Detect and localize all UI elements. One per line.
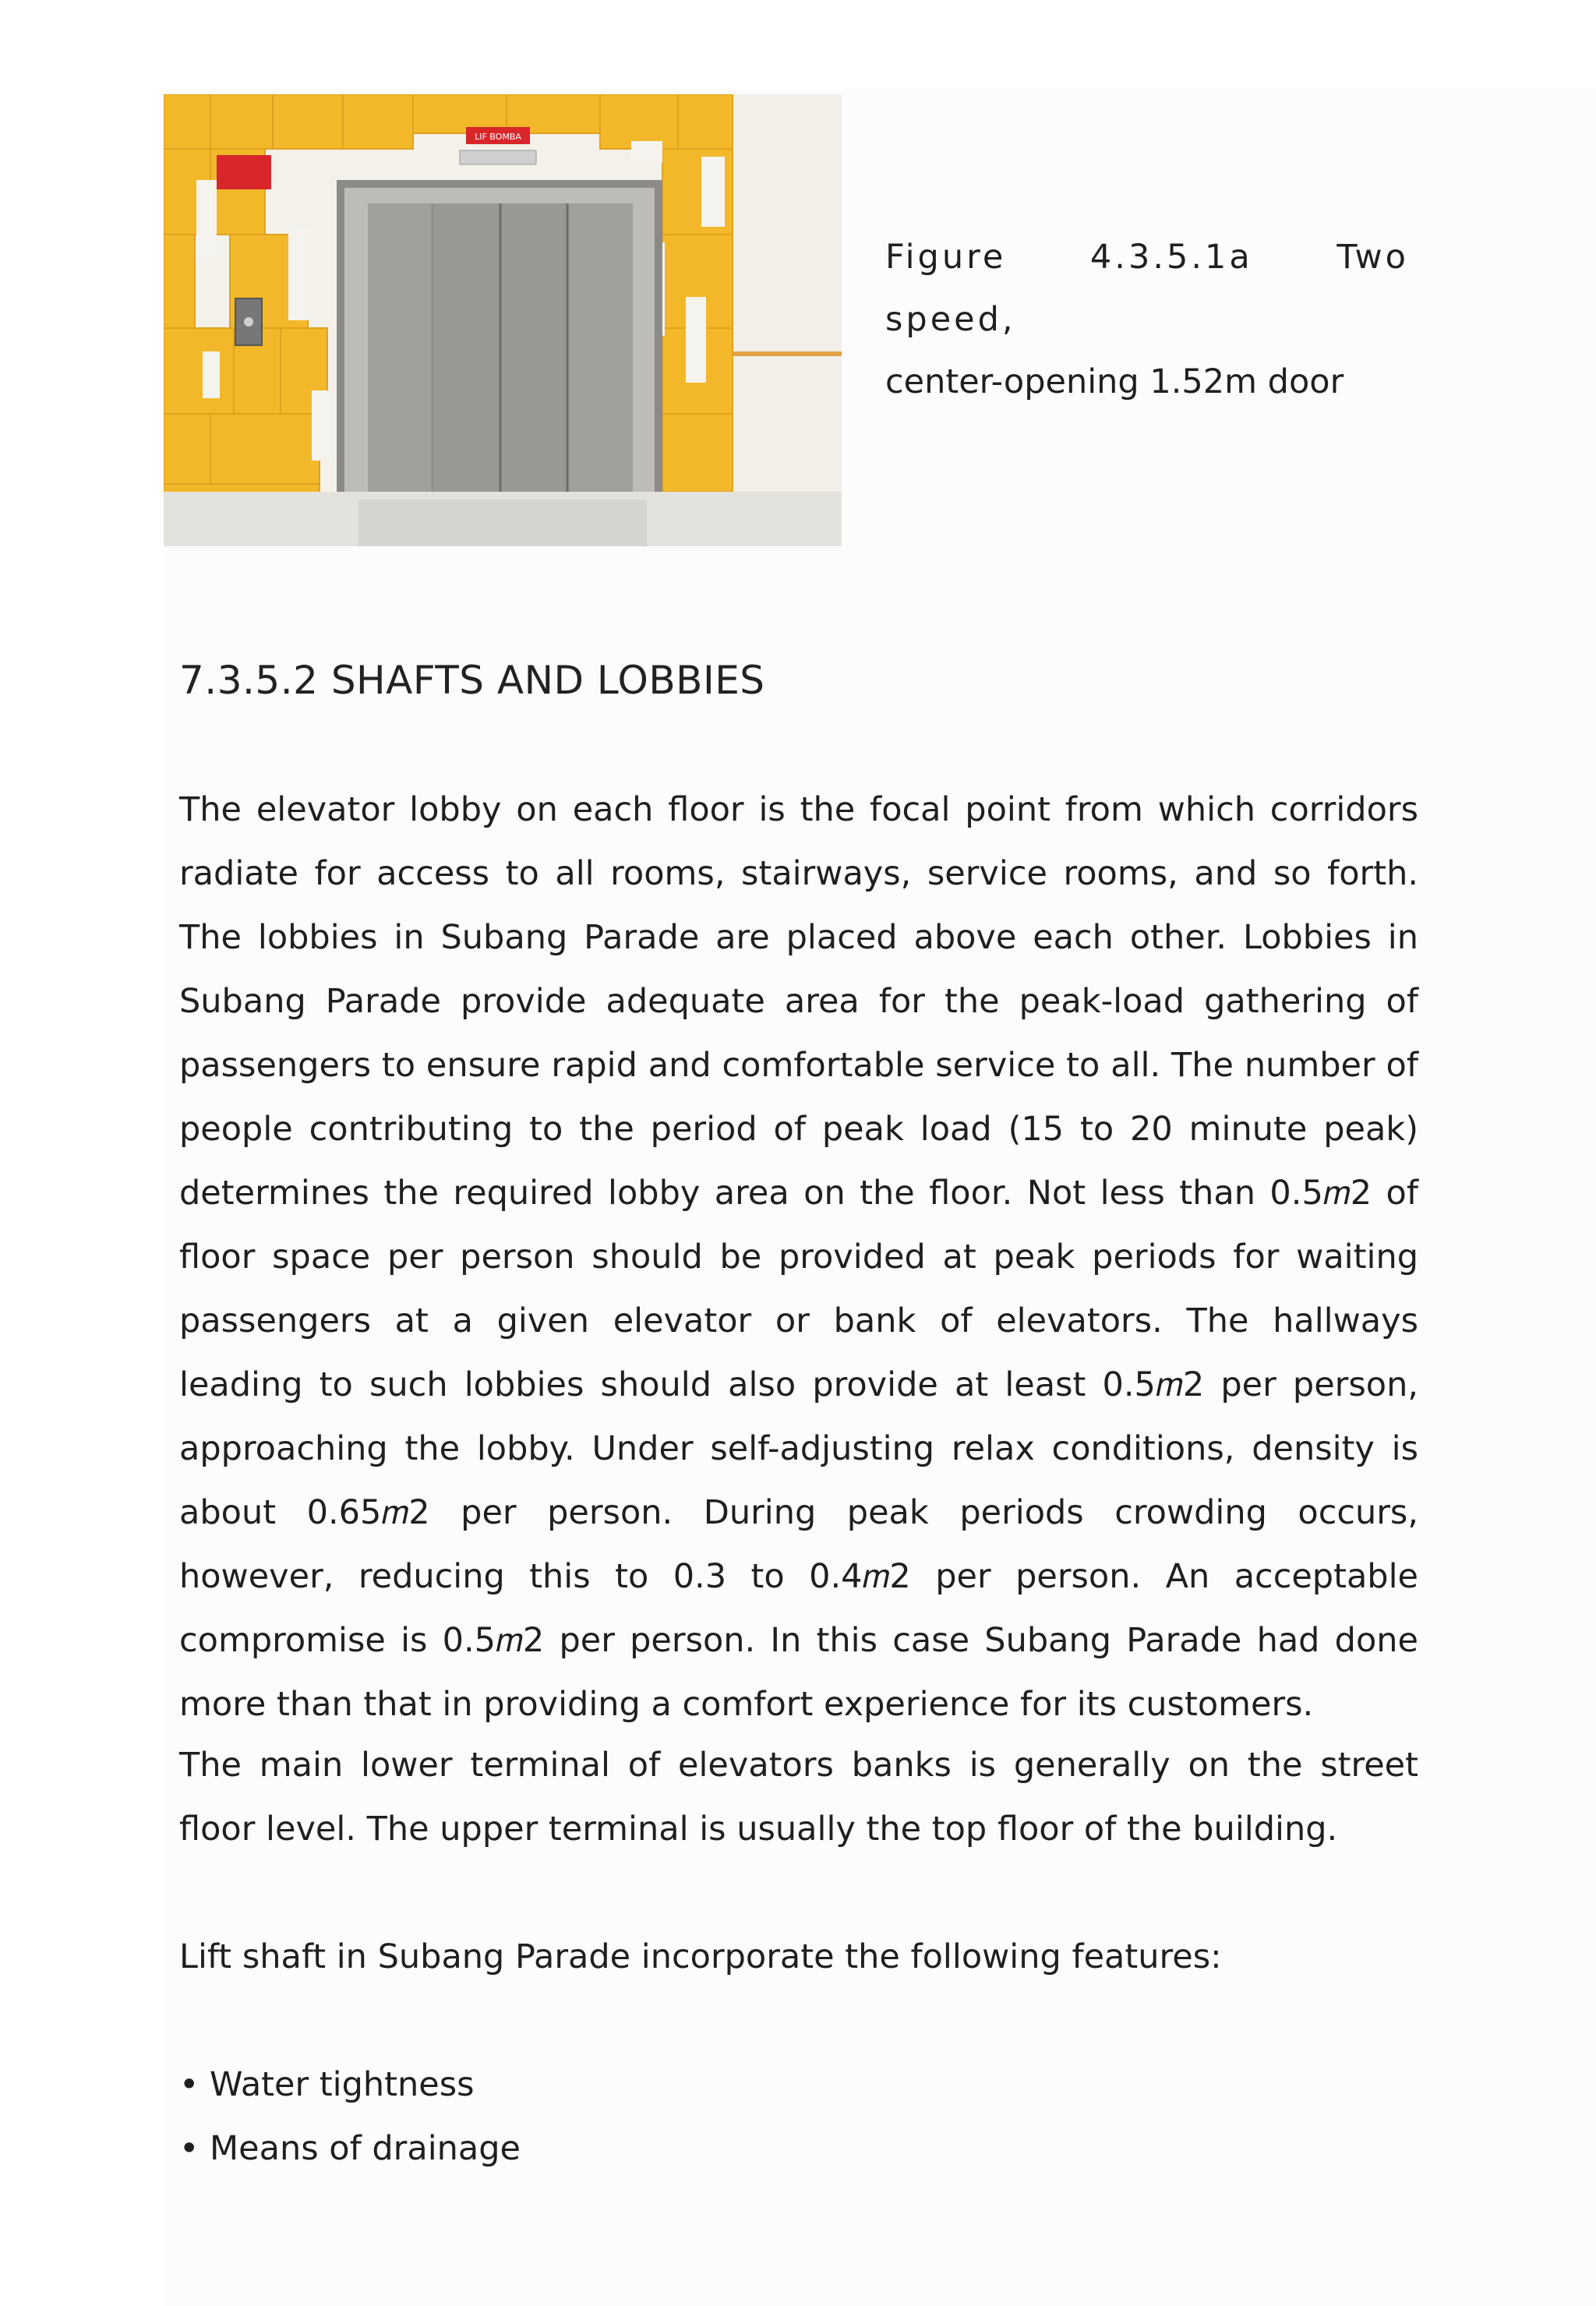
paragraph-terminals: The main lower terminal of elevators banks is generally on the street floor level. The upper terminal is usually the top floor of the building. bbox=[179, 1746, 1418, 1849]
svg-text:LIF BOMBA: LIF BOMBA bbox=[475, 132, 521, 142]
figure-caption bbox=[885, 226, 1409, 413]
list-item: • Water tightness bbox=[179, 2053, 521, 2117]
caption-line-2: center-opening 1.52m door bbox=[885, 362, 1344, 401]
feature-list bbox=[179, 2053, 521, 2181]
paragraph-shaft-features: Lift shaft in Subang Parade incorporate the following features: bbox=[179, 1937, 1222, 1976]
section-heading: 7.3.5.2 SHAFTS AND LOBBIES bbox=[179, 658, 765, 703]
caption-line-1: Figure 4.3.5.1a Two speed, bbox=[885, 238, 1409, 339]
paragraph-lobby: The elevator lobby on each floor is the focal point from which corridors radiate for access to all rooms, stairways, service rooms, and so forth. The lobbies in Subang Parade are placed above each other. Lobbies in Subang Parade provide adequate area for the peak-load gathering of passengers to ensure rapid and comfortable service to all. The number of people contributing to the period of peak load (15 to 20 minute peak) determines the required lobby area on the floor. Not less than 0.5𝑚2 of floor space per person should be provided at peak periods for waiting passengers at a given elevator or bank of elevators. The hallways leading to such lobbies should also provide at least 0.5𝑚2 per person, approaching the lobby. Under self-adjusting relax conditions, density is about 0.65𝑚2 per person. During peak periods crowding occurs, however, reducing this to 0.3 to 0.4𝑚2 per person. An acceptable compromise is 0.5𝑚2 per person. In this case Subang Parade had done more than that in providing a comfort experience for its customers. bbox=[179, 790, 1418, 1724]
elevator-photo bbox=[164, 94, 842, 546]
list-item: • Means of drainage bbox=[179, 2117, 521, 2181]
